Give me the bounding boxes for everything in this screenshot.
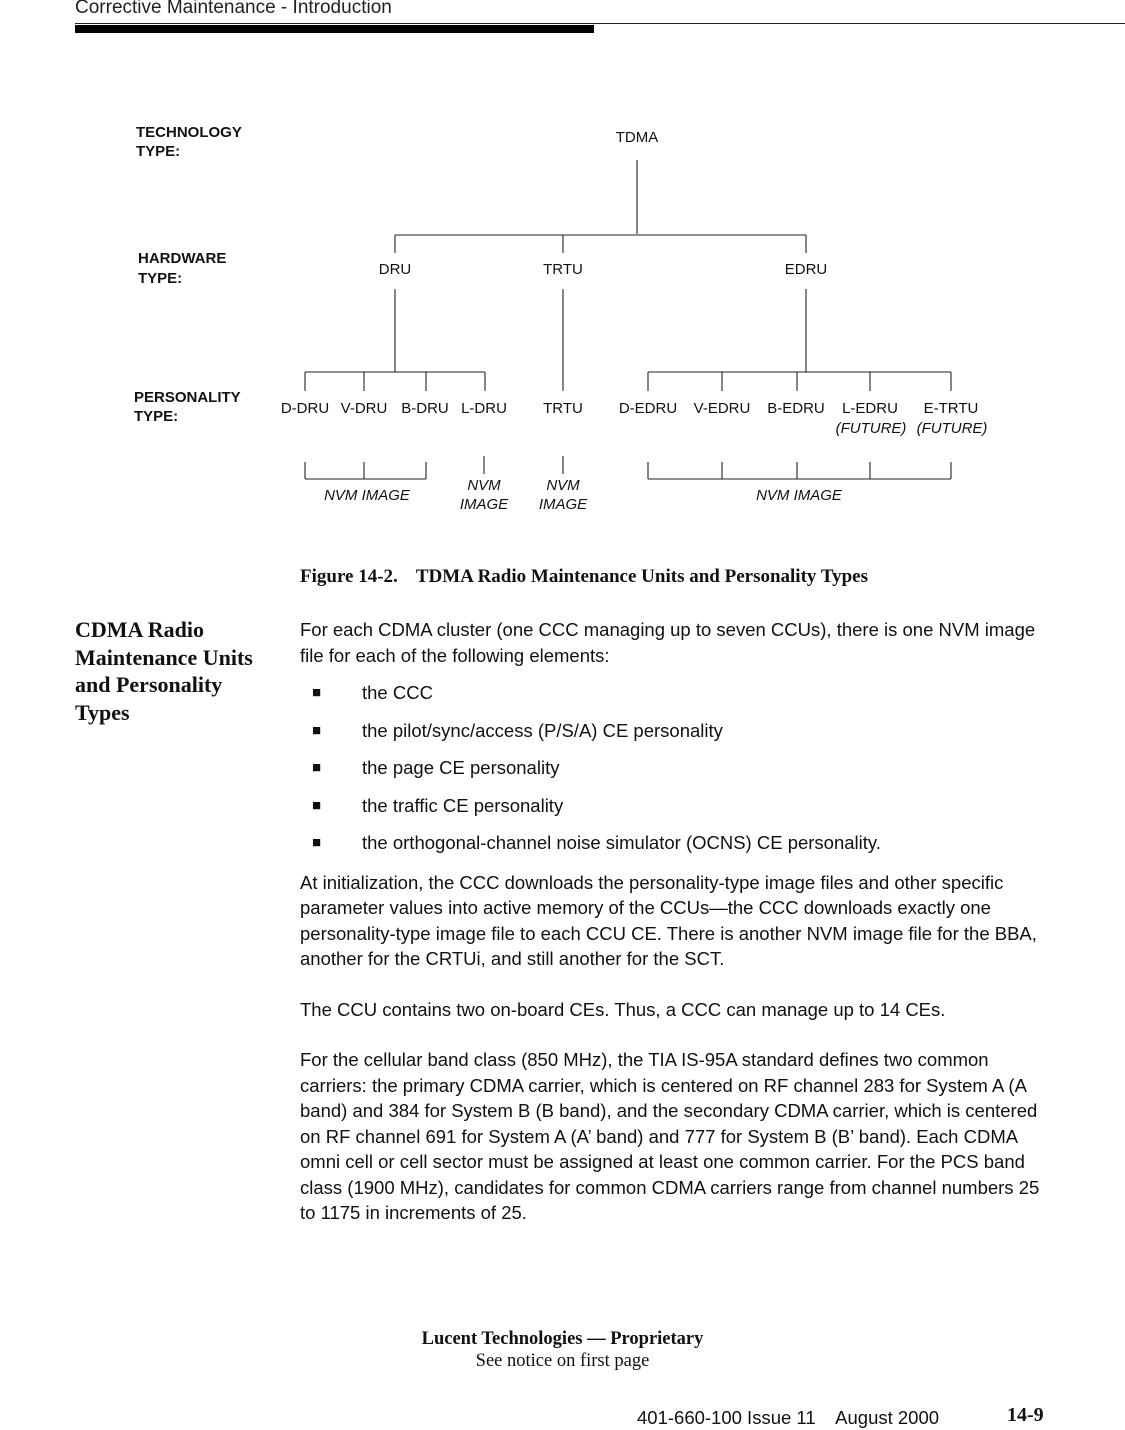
footer-company: Lucent Technologies — Proprietary [421, 1329, 704, 1349]
image-label-l-dru: IMAGE [459, 496, 509, 513]
list-item: ■ the page CE personality [300, 755, 1052, 781]
intro-paragraph: For each CDMA cluster (one CCC managing up to seven CCUs), there is one NVM image file for each of the following elements: [300, 619, 1036, 666]
technology-type-label: TECHNOLOGY [136, 124, 242, 141]
running-header-title: Corrective Maintenance - Introduction [75, 0, 392, 18]
list-item: ■ the orthogonal-channel noise simulator (OCNS) CE personality. [300, 830, 1052, 856]
node-d-dru: D-DRU [280, 400, 330, 417]
node-v-edru: V-EDRU [693, 400, 751, 417]
node-trtu-hw: TRTU [543, 261, 583, 278]
nvm-image-label-edru: NVM IMAGE [756, 487, 842, 504]
node-tdma: TDMA [615, 129, 659, 146]
footer-notice: See notice on first page [475, 1351, 650, 1371]
figure-caption [300, 566, 868, 588]
node-v-dru: V-DRU [340, 400, 388, 417]
node-e-trtu: E-TRTU [923, 400, 979, 417]
paragraph-initialization: At initialization, the CCC downloads the personality-type image files and other specific parameter values into active memory of the CCUs—the CCC downloads exactly one personality-type image file to each CCU CE. There is another NVM image file for the BBA, another for the CRTUi, and still another for the SCT. [300, 871, 1037, 970]
node-b-dru: B-DRU [401, 400, 449, 417]
section-heading: CDMA Radio Maintenance Units and Personality Types [75, 617, 253, 725]
element-list [300, 680, 1052, 856]
node-l-dru: L-DRU [461, 400, 507, 417]
nvm-image-label-dru: NVM IMAGE [324, 487, 410, 504]
nvm-label-trtu: NVM [546, 477, 580, 494]
node-dru: DRU [378, 261, 412, 278]
figure-title: TDMA Radio Maintenance Units and Personality Types [415, 566, 868, 587]
bullet-square-icon: ■ [312, 759, 322, 777]
list-item: ■ the traffic CE personality [300, 793, 1052, 819]
tdma-hierarchy-diagram [0, 0, 1125, 560]
future-note-l-edru: (FUTURE) [835, 420, 907, 437]
personality-type-label: PERSONALITY [134, 389, 241, 406]
node-b-edru: B-EDRU [767, 400, 825, 417]
image-label-trtu: IMAGE [538, 496, 588, 513]
bullet-square-icon: ■ [312, 721, 322, 739]
list-item: ■ the pilot/sync/access (P/S/A) CE personality [300, 718, 1052, 744]
bullet-square-icon: ■ [312, 834, 322, 852]
hardware-type-label-2: TYPE: [138, 270, 183, 287]
page-number: 14-9 [1007, 1404, 1044, 1426]
paragraph-band-class: For the cellular band class (850 MHz), the TIA IS-95A standard defines two common carriers: the primary CDMA carrier, which is centered on RF channel 283 for System A (A band) and 384 for System B (B band), and the secondary CDMA carrier, which is centered on RF channel 691 for System A (A’ band) and 777 for System B (B’ band). Each CDMA omni cell or cell sector must be assigned at least one common carrier. For the PCS band class (1900 MHz), candidates for common CDMA carriers range from channel numbers 25 to 1175 in increments of 25. [300, 1049, 1040, 1224]
bullet-square-icon: ■ [312, 796, 322, 814]
node-l-edru: L-EDRU [842, 400, 898, 417]
paragraph-ccu: The CCU contains two on-board CEs. Thus, a CCC can manage up to 14 CEs. [300, 998, 946, 1020]
nvm-label-l-dru: NVM [467, 477, 501, 494]
node-d-edru: D-EDRU [618, 400, 678, 417]
footer-doc-info: 401-660-100 Issue 11 August 2000 [637, 1407, 940, 1428]
hardware-type-label: HARDWARE [138, 250, 227, 267]
personality-type-label-2: TYPE: [134, 408, 179, 425]
section-body [300, 617, 1052, 1226]
bullet-square-icon: ■ [312, 684, 322, 701]
figure-number: Figure 14-2. [300, 566, 398, 587]
node-edru: EDRU [784, 261, 828, 278]
list-item: ■ the CCC [300, 680, 1052, 706]
node-trtu: TRTU [543, 400, 583, 417]
future-note-e-trtu: (FUTURE) [916, 420, 988, 437]
technology-type-label-2: TYPE: [136, 143, 181, 160]
